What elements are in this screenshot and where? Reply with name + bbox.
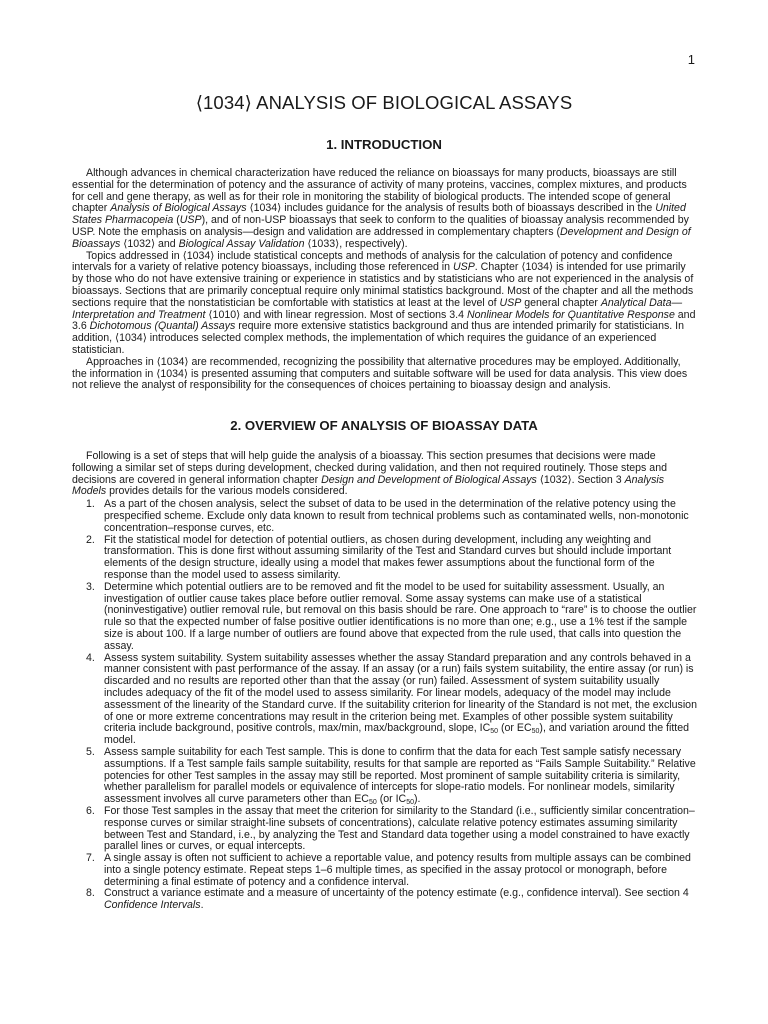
list-item (72, 747, 698, 806)
list-item-text: Assess sample suitability for each Test sample. This is done to confirm that the data for each Test sample satisfy necessary assumptions. If a Test sample fails sample suitability, results for that sample are reported as “Fails Sample Suitability.” Relative potencies for other Test samples in the assay may still be reported. Most prominent of sample suitability criteria is similarity, whether parallelism for parallel models or equivalence of intercepts for slope-ratio models. For nonlinear models, similarity assessment involves all curve parameters other than $EC_{50}$ (or $IC_{50}$). (104, 745, 696, 807)
document-title: ⟨1034⟩ ANALYSIS OF BIOLOGICAL ASSAYS (195, 92, 573, 113)
subscript-text: 50 (531, 728, 540, 736)
italic-text: Design and Development of Biological Assays (321, 473, 537, 486)
overview-body (72, 451, 698, 912)
italic-text: Analysis Models (72, 473, 665, 498)
list-item-number: 4. (86, 651, 95, 664)
list-item-text: For those Test samples in the assay that meet the criterion for similarity to the Standard (i.e., sufficiently similar concentration–response curves or similar straight-line subsets of concentrations), calculate relative potency estimates assuming similarity between Test and Standard, i.e., by analyzing the Test and Standard data together using a model constrained to have exactly parallel lines or curves, or equal intercepts. (104, 804, 695, 853)
subscript-text: 50 (490, 728, 499, 736)
list-item-number: 3. (86, 580, 95, 593)
italic-text: USP (179, 214, 202, 227)
italic-text: Biological Assay Validation (178, 237, 305, 250)
italic-text: Confidence Intervals (104, 899, 201, 912)
list-item-text: A single assay is often not sufficient to achieve a reportable value, and potency results from multiple assays can be combined into a single potency estimate. Repeat steps 1–6 multiple times, as specified in the assay protocol or monograph, before determining a final estimate of potency and a confidence interval. (104, 852, 691, 888)
list-item-number: 1. (86, 498, 95, 511)
italic-text: Dichotomous (Quantal) Assays (89, 320, 236, 333)
list-item (72, 653, 698, 747)
list-item-text: Construct a variance estimate and a measure of uncertainty of the potency estimate (e.g., confidence interval). See section 4 Confidence Intervals. (104, 887, 689, 912)
list-item-text: As a part of the chosen analysis, select the subset of data to be used in the determination of the relative potency using the prespecified scheme. Exclude only data known to result from technical problems such as contaminated wells, non-monotonic concentration–response curves, etc. (104, 498, 689, 534)
intro-paragraph: Although advances in chemical characterization have reduced the reliance on bioassays for many products, bioassays are still essential for the determination of potency and the assurance of activity of many proteins, vaccines, complex mixtures, and products for cell and gene therapy, as well as for their role in monitoring the stability of biological products. The intended scope of general chapter Analysis of Biological Assays ⟨1034⟩ includes guidance for the analysis of results both of bioassays described in the United States Pharmacopeia (USP), and of non-USP bioassays that seek to conform to the qualities of bioassay analysis recommended by USP. Note the emphasis on analysis—design and validation are addressed in complementary chapters (Development and Design of Bioassays ⟨1032⟩ and Biological Assay Validation ⟨1033⟩, respectively). (72, 167, 691, 250)
overview-intro-paragraph: Following is a set of steps that will help guide the analysis of a bioassay. This section presumes that decisions were made following a similar set of steps during development, checked during validation, and then not required routinely. Those steps and decisions are covered in general information chapter Design and Development of Biological Assays ⟨1032⟩. Section 3 Analysis Models provides details for the various models considered. (72, 450, 667, 498)
list-item (72, 888, 698, 912)
analysis-steps-list (72, 499, 698, 912)
list-item (72, 535, 698, 582)
list-item (72, 499, 698, 534)
subscript-text: 50 (368, 799, 377, 807)
italic-text: Analysis of Biological Assays (110, 202, 247, 215)
list-item-number: 8. (86, 887, 95, 900)
list-item (72, 806, 698, 853)
list-item-number: 5. (86, 745, 95, 758)
italic-text: Nonlinear Models for Quantitative Response (466, 308, 675, 321)
section-heading-introduction: 1. INTRODUCTION (326, 137, 442, 152)
list-item-text: Fit the statistical model for detection of potential outliers, as chosen during development, including any weighting and transformation. This is done first without assuming similarity of the Test and Standard curves but should include important elements of the design structure, ideally using a model that makes fewer assumptions about the functional form of the response than the model used to assess similarity. (104, 533, 672, 581)
italic-text: United States Pharmacopeia (72, 202, 686, 227)
list-item-text: Determine which potential outliers are to be removed and fit the model to be used for suitability assessment. Usually, an investigation of outlier cause takes place before outlier removal. Some assay systems can make use of a statistical (noninvestigative) outlier removal rule, but removal on this basis should be rare. One approach to “rare” is to choose the outlier rule so that the expected number of false positive outlier identifications is no more than one; e.g., use a 1% test if the sample size is about 100. If a large number of outliers are found above that expected from the rule used, that calls into question the assay. (104, 580, 697, 652)
introduction-body (72, 168, 698, 392)
section-heading-overview: 2. OVERVIEW OF ANALYSIS OF BIOASSAY DATA (230, 418, 538, 433)
list-item (72, 853, 698, 888)
italic-text: Development and Design of Bioassays (72, 225, 691, 250)
list-item-number: 2. (86, 533, 95, 546)
list-item-number: 6. (86, 804, 95, 817)
list-item (72, 582, 698, 653)
italic-text: Analytical Data—Interpretation and Treatment (72, 296, 683, 321)
list-item-text: Assess system suitability. System suitability assesses whether the assay Standard preparation and any controls behaved in a manner consistent with past performance of the assay. If an assay (or a run) fails system suitability, the entire assay (or run) is discarded and no results are reported other than that the assay (or run) failed. Assessment of system suitability usually includes adequacy of the fit of the model used to assess similarity. For linear models, adequacy of the model may include assessment of the linearity of the Standard curve. If the suitability criterion for linearity of the Standard is not met, the exclusion of one or more extreme concentrations may result in the criterion being met. Examples of other possible system suitability criteria include background, positive controls, max/min, max/background, slope, $IC_{50}$ (or $EC_{50}$), and variation around the fitted model. (104, 651, 697, 747)
list-item-number: 7. (86, 852, 95, 865)
page-number: 1 (687, 52, 695, 67)
intro-paragraph: Approaches in ⟨1034⟩ are recommended, recognizing the possibility that alternative procedures may be employed. Additionally, the information in ⟨1034⟩ is presented assuming that computers and suitable software will be used for data analysis. This view does not relieve the analyst of responsibility for the consequences of choices pertaining to bioassay design and analysis. (72, 355, 688, 392)
italic-text: USP (453, 261, 475, 274)
italic-text: USP (499, 296, 522, 309)
intro-paragraph: Topics addressed in ⟨1034⟩ include statistical concepts and methods of analysis for the calculation of potency and confidence intervals for a variety of relative potency bioassays, including those referenced in USP. Chapter ⟨1034⟩ is intended for use primarily by those who do not have extensive training or experience in statistics and by statisticians who are not experienced in the analysis of bioassays. Sections that are primarily conceptual require only minimal statistics background. Most of the chapter and all the methods sections require that the nonstatistician be comfortable with statistics at least at the level of USP general chapter Analytical Data—Interpretation and Treatment ⟨1010⟩ and with linear regression. Most of sections 3.4 Nonlinear Models for Quantitative Response and 3.6 Dichotomous (Quantal) Assays require more extensive statistics background and thus are intended primarily for statisticians. In addition, ⟨1034⟩ introduces selected complex methods, the implementation of which requires the guidance of an experienced statistician. (72, 249, 696, 356)
subscript-text: 50 (406, 799, 414, 807)
